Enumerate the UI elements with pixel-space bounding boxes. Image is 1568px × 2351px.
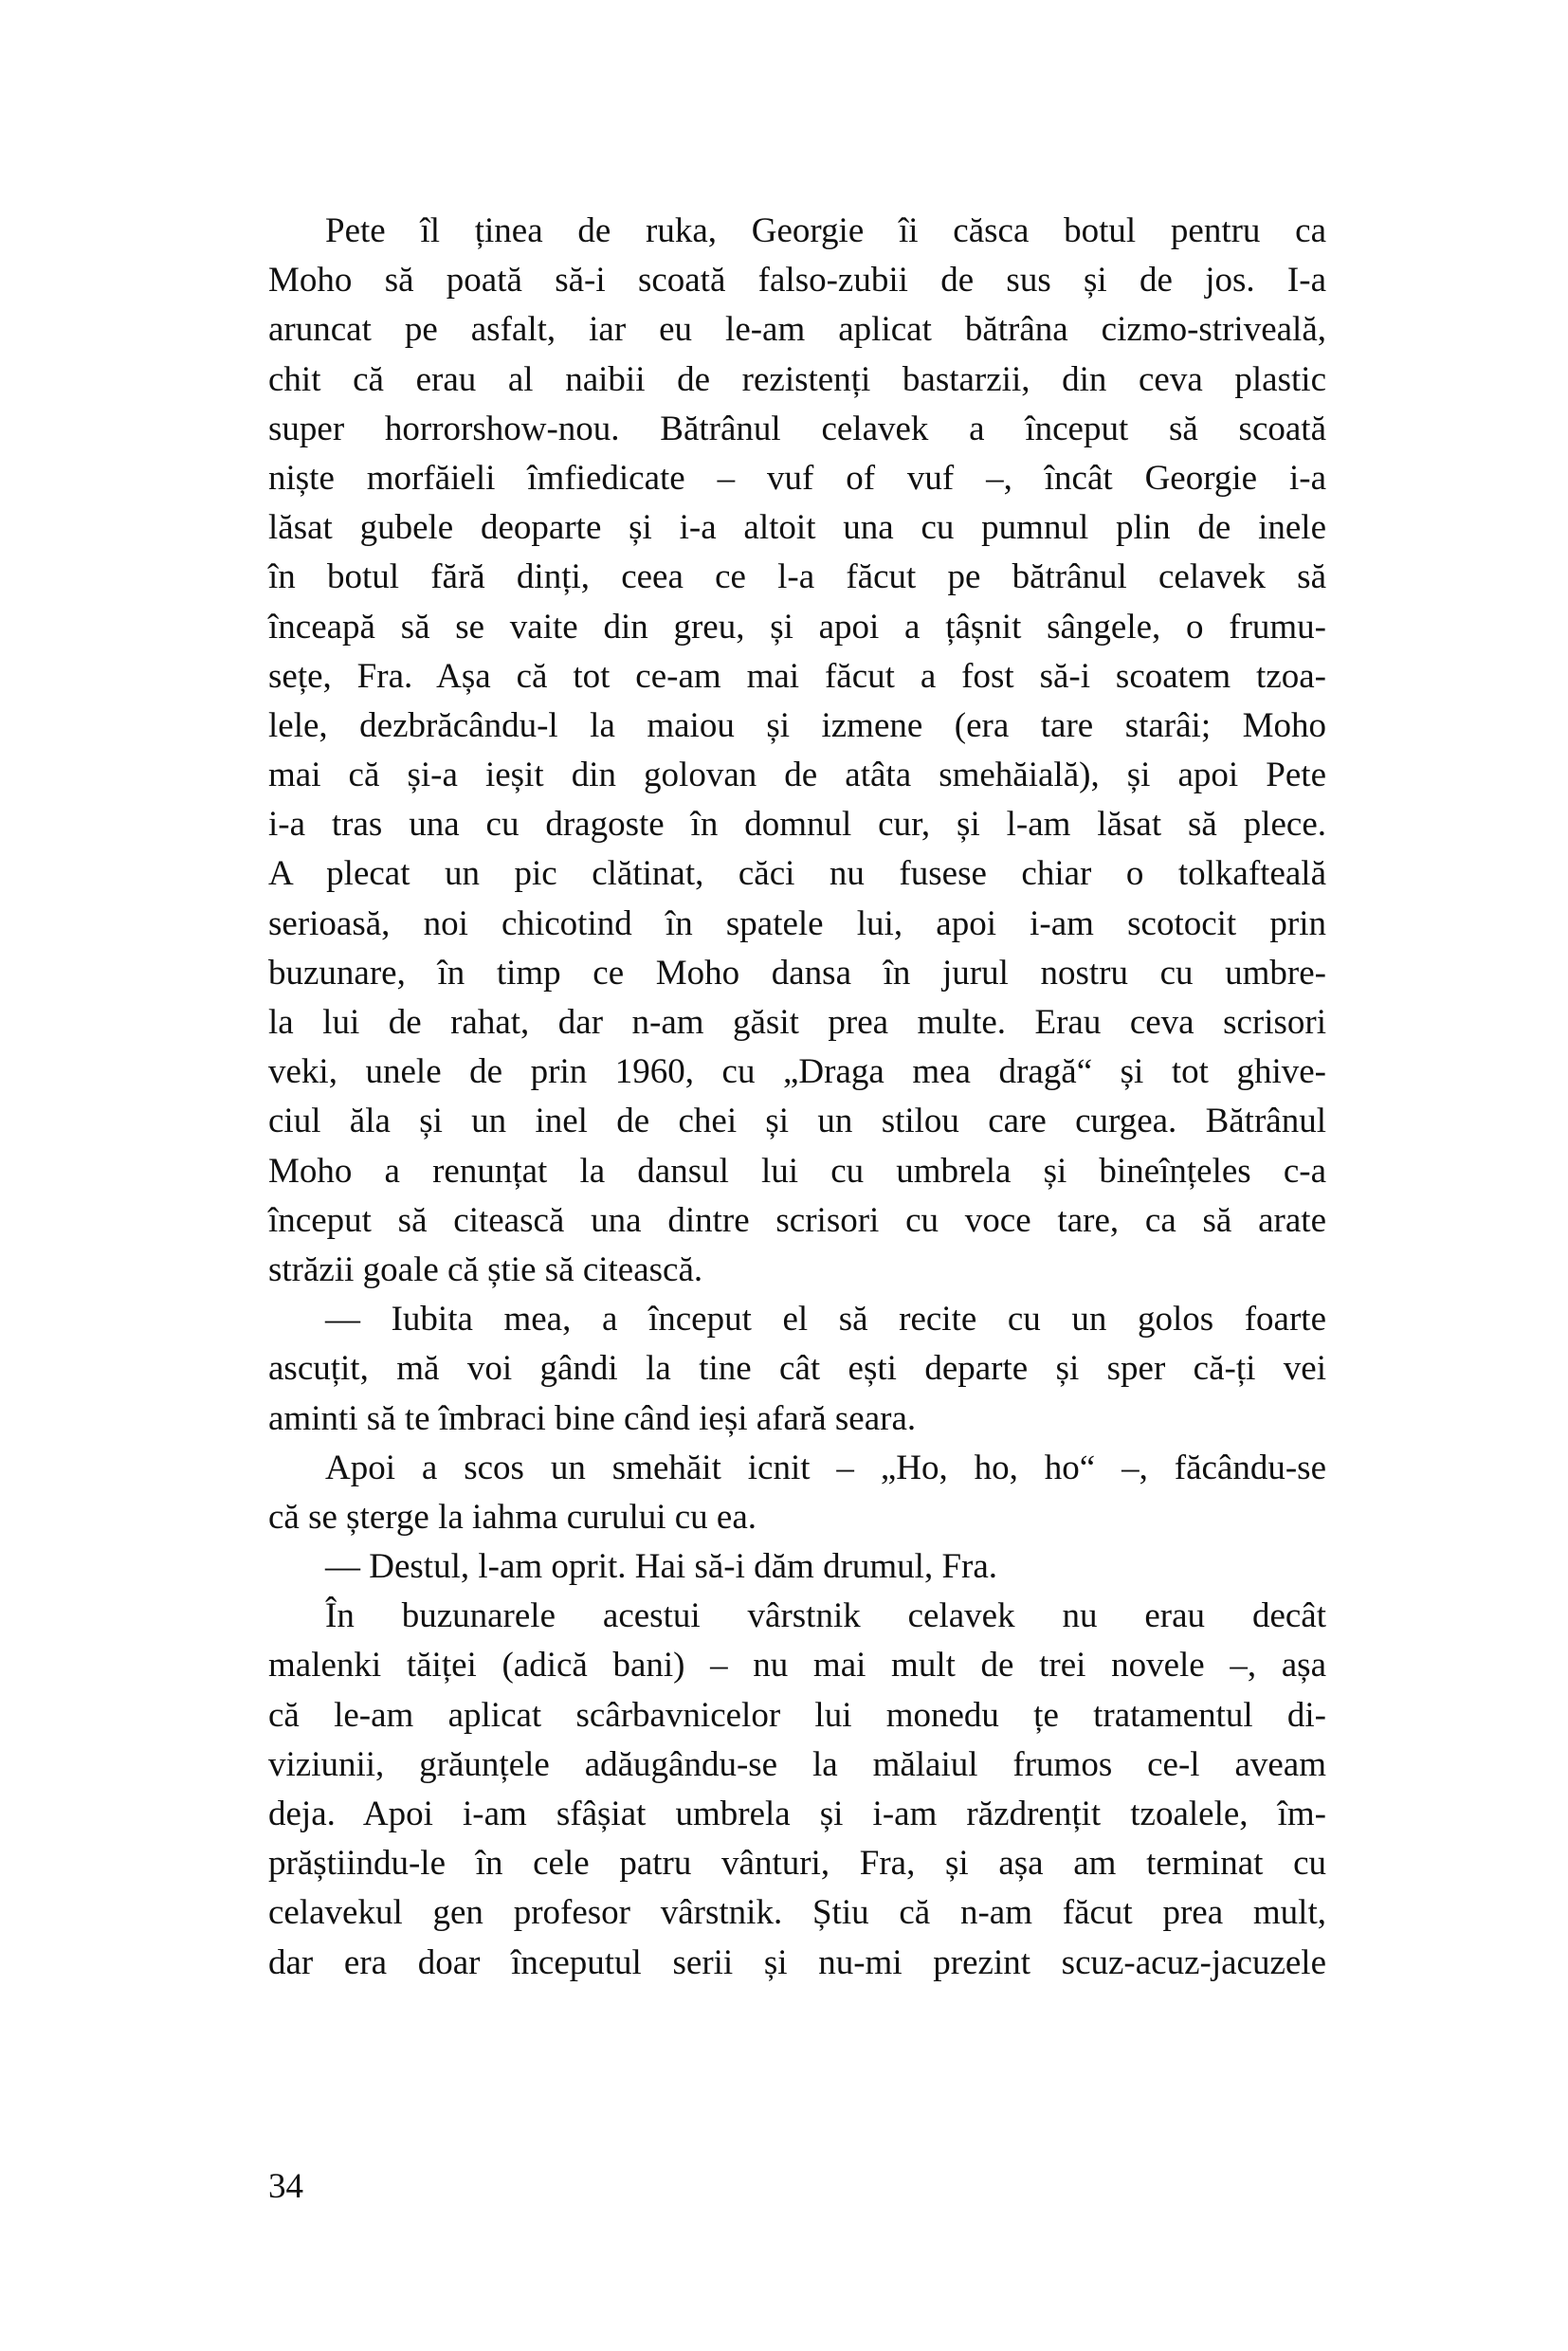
text-line: chit că erau al naibii de rezistenți bastarzii, din ceva plastic [268, 359, 1326, 399]
text-line: Moho să poată să-i scoată falso-zubii de sus și de jos. I-a [268, 261, 1326, 301]
text-line: viziunii, grăunțele adăugându-se la mălaiul frumos ce-l aveam [268, 1744, 1326, 1784]
text-line: Pete îl ținea de ruka, Georgie îi căsca botul pentru ca [325, 211, 1326, 250]
text-line: sețe, Fra. Așa că tot ce-am mai făcut a fost să-i scoatem tzoa- [268, 656, 1326, 696]
text-line: serioasă, noi chicotind în spatele lui, apoi i-am scotocit prin [268, 903, 1326, 943]
text-line: — Destul, l-am oprit. Hai să-i dăm drumul, Fra. [325, 1547, 998, 1587]
text-line: mai că și-a ieșit din golovan de atâta smehăială), și apoi Pete [268, 756, 1326, 795]
text-line: dar era doar începutul serii și nu-mi prezint scuz-acuz-jacuzele [268, 1942, 1326, 1982]
text-line: prăștiindu-le în cele patru vânturi, Fra, și așa am terminat cu [268, 1844, 1326, 1884]
text-line: — Iubita mea, a început el să recite cu un golos foarte [325, 1300, 1326, 1340]
text-line: Apoi a scos un smehăit icnit – „Ho, ho, ho“ –, făcându-se [325, 1448, 1326, 1487]
text-line: buzunare, în timp ce Moho dansa în jurul nostru cu umbre- [268, 953, 1326, 993]
text-line: i-a tras una cu dragoste în domnul cur, și l-am lăsat să plece. [268, 805, 1326, 845]
text-line: străzii goale că știe să citească. [268, 1249, 703, 1289]
text-line: veki, unele de prin 1960, cu „Draga mea dragă“ și tot ghive- [268, 1052, 1326, 1092]
text-line: că se șterge la iahma curului cu ea. [268, 1497, 757, 1537]
text-line: înceapă să se vaite din greu, și apoi a țâșnit sângele, o frumu- [268, 607, 1326, 647]
text-line: celavekul gen profesor vârstnik. Știu că n-am făcut prea mult, [268, 1893, 1326, 1933]
text-line: aminti să te îmbraci bine când ieși afară seara. [268, 1398, 917, 1438]
text-line: în botul fără dinți, ceea ce l-a făcut pe bătrânul celavek să [268, 557, 1326, 597]
text-line: În buzunarele acestui vârstnik celavek nu erau decât [325, 1596, 1326, 1636]
text-line: lele, dezbrăcându-l la maiou și izmene (era tare starâi; Moho [268, 705, 1326, 745]
text-line: ciul ăla și un inel de chei și un stilou care curgea. Bătrânul [268, 1102, 1326, 1141]
text-line: început să citească una dintre scrisori cu voce tare, ca să arate [268, 1200, 1326, 1240]
text-line: malenki tăiței (adică bani) – nu mai mult de trei novele –, așa [268, 1646, 1326, 1686]
text-line: niște morfăieli îmfiedicate – vuf of vuf –, încât Georgie i-a [268, 458, 1326, 498]
text-line: deja. Apoi i-am sfâșiat umbrela și i-am răzdrențit tzoalele, îm- [268, 1795, 1326, 1833]
text-line: la lui de rahat, dar n-am găsit prea multe. Erau ceva scrisori [268, 1003, 1326, 1042]
text-line: ascuțit, mă voi gândi la tine cât ești departe și sper că-ți vei [268, 1349, 1326, 1389]
text-line: A plecat un pic clătinat, căci nu fusese chiar o tolkafteală [268, 854, 1326, 894]
page-number: 34 [268, 2167, 303, 2206]
text-line: că le-am aplicat scârbavnicelor lui monedu țe tratamentul di- [268, 1695, 1326, 1735]
text-line: aruncat pe asfalt, iar eu le-am aplicat bătrâna cizmo-striveală, [268, 310, 1326, 350]
text-line: super horrorshow-nou. Bătrânul celavek a început să scoată [268, 409, 1326, 448]
text-line: Moho a renunțat la dansul lui cu umbrela și bineînțeles c-a [268, 1151, 1326, 1191]
text-line: lăsat gubele deoparte și i-a altoit una cu pumnul plin de inele [268, 508, 1326, 548]
page-body-text [268, 207, 1326, 1988]
